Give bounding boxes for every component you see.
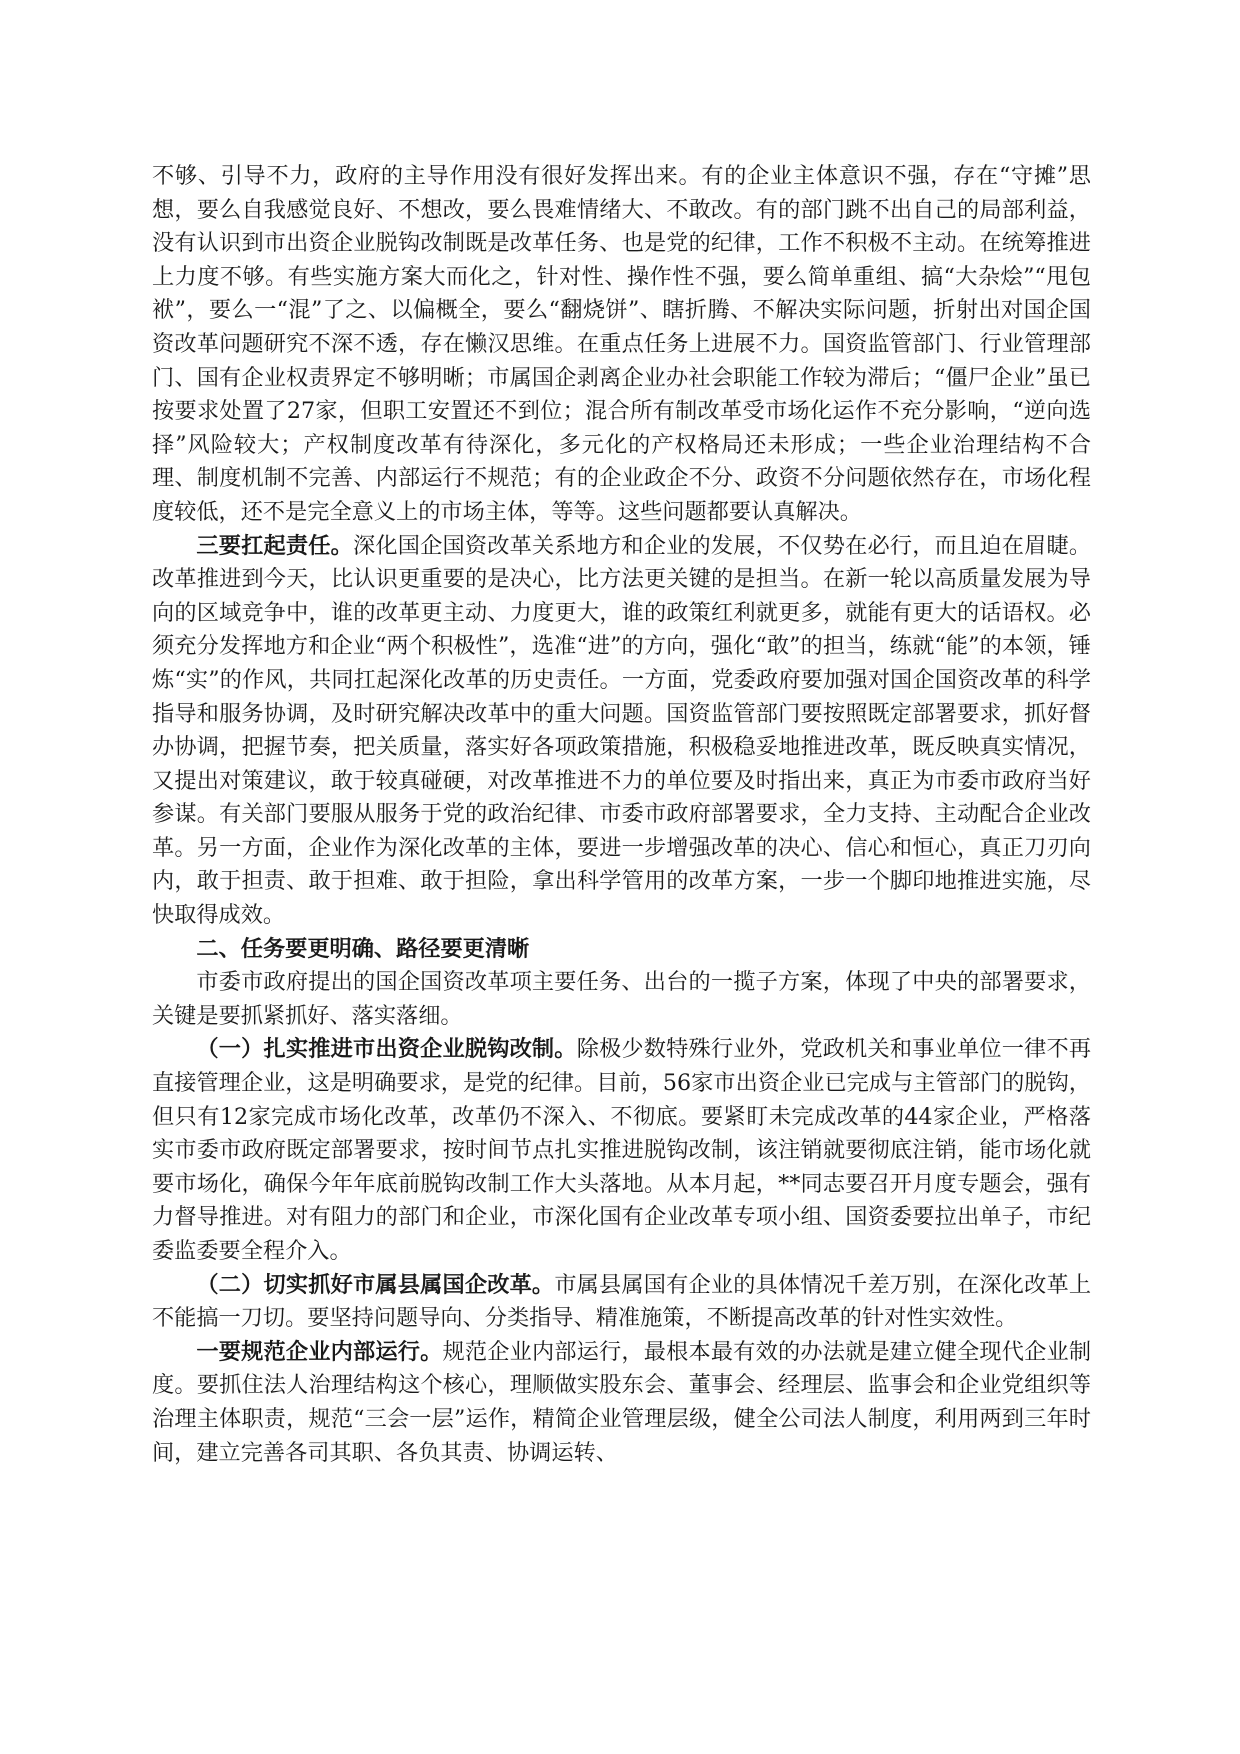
paragraph-text: 规范企业内部运行，最根本最有效的办法就是建立健全现代企业制度。要抓住法人治理结构这个核心，理顺做实股东会、董事会、经理层、监事会和企业党组织等治理主体职责，规范“三会一层”运作，精简企业管理层级，健全公司法人制度，利用两到三年时间，建立完善各司其职、各负其责、协调运转、 xyxy=(152,1338,1092,1466)
section-heading: 二、任务要更明确、路径要更清晰 xyxy=(196,935,530,962)
paragraph-text: 市属县属国有企业的具体情况千差万别，在深化改革上不能搞一刀切。要坚持问题导向、分类指导、精准施策，不断提高改革的针对性实效性。 xyxy=(152,1271,1092,1332)
paragraph xyxy=(152,1033,1091,1268)
paragraph-text: 除极少数特殊行业外，党政机关和事业单位一律不再直接管理企业，这是明确要求，是党的纪律。目前，56家市出资企业已完成与主管部门的脱钩，但只有12家完成市场化改革，改革仍不深入、不彻底。要紧盯未完成改革的44家企业，严格落实市委市政府既定部署要求，按时间节点扎实推进脱钩改制，该注销就要彻底注销，能市场化就要市场化，确保今年年底前脱钩改制工作大头落地。从本月起，**同志要召开月度专题会，强有力督导推进。对有阻力的部门和企业，市深化国有企业改革专项小组、国资委要拉出单子，市纪委监委要全程介入。 xyxy=(152,1036,1092,1264)
paragraph-lead: （二）切实抓好市属县属国企改革。 xyxy=(196,1271,555,1298)
paragraph-lead: 一要规范企业内部运行。 xyxy=(196,1338,443,1365)
paragraph xyxy=(152,530,1091,933)
paragraph-lead: （一）扎实推进市出资企业脱钩改制。 xyxy=(196,1036,577,1063)
paragraph xyxy=(152,1269,1091,1336)
document-page xyxy=(152,160,1091,1470)
paragraph-text: 不够、引导不力，政府的主导作用没有很好发挥出来。有的企业主体意识不强，存在“守摊”思想，要么自我感觉良好、不想改，要么畏难情绪大、不敢改。有的部门跳不出自己的局部利益，没有认识到市出资企业脱钩改制既是改革任务、也是党的纪律，工作不积极不主动。在统筹推进上力度不够。有些实施方案大而化之，针对性、操作性不强，要么简单重组、搞“大杂烩”“甩包袱”，要么一“混”了之、以偏概全，要么“翻烧饼”、瞎折腾、不解决实际问题，折射出对国企国资改革问题研究不深不透，存在懒汉思维。在重点任务上进展不力。国资监管部门、行业管理部门、国有企业权责界定不够明晰；市属国企剥离企业办社会职能工作较为滞后；“僵尸企业”虽已按要求处置了27家，但职工安置还不到位；混合所有制改革受市场化运作不充分影响，“逆向选择”风险较大；产权制度改革有待深化，多元化的产权格局还未形成；一些企业治理结构不合理、制度机制不完善、内部运行不规范；有的企业政企不分、政资不分问题依然存在，市场化程度较低，还不是完全意义上的市场主体，等等。这些问题都要认真解决。 xyxy=(152,163,1091,525)
paragraph-text: 深化国企国资改革关系地方和企业的发展，不仅势在必行，而且迫在眉睫。改革推进到今天，比认识更重要的是决心，比方法更关键的是担当。在新一轮以高质量发展为导向的区域竞争中，谁的改革更主动、力度更大，谁的政策红利就更多，就能有更大的话语权。必须充分发挥地方和企业“两个积极性”，选准“进”的方向，强化“敢”的担当，练就“能”的本领，锤炼“实”的作风，共同扛起深化改革的历史责任。一方面，党委政府要加强对国企国资改革的科学指导和服务协调，及时研究解决改革中的重大问题。国资监管部门要按照既定部署要求，抓好督办协调，把握节奏，把关质量，落实好各项政策措施，积极稳妥地推进改革，既反映真实情况，又提出对策建议，敢于较真碰硬，对改革推进不力的单位要及时指出来，真正为市委市政府当好参谋。有关部门要服从服务于党的政治纪律、市委市政府部署要求，全力支持、主动配合企业改革。另一方面，企业作为深化改革的主体，要进一步增强改革的决心、信心和恒心，真正刀刃向内，敢于担责、敢于担难、敢于担险，拿出科学管用的改革方案，一步一个脚印地推进实施，尽快取得成效。 xyxy=(152,532,1092,929)
paragraph xyxy=(152,1336,1091,1470)
paragraph xyxy=(152,160,1091,530)
paragraph xyxy=(152,966,1091,1033)
paragraph-lead: 三要扛起责任。 xyxy=(196,532,353,559)
paragraph-text: 市委市政府提出的国企国资改革项主要任务、出台的一揽子方案，体现了中央的部署要求，关键是要抓紧抓好、落实落细。 xyxy=(152,969,1091,1029)
